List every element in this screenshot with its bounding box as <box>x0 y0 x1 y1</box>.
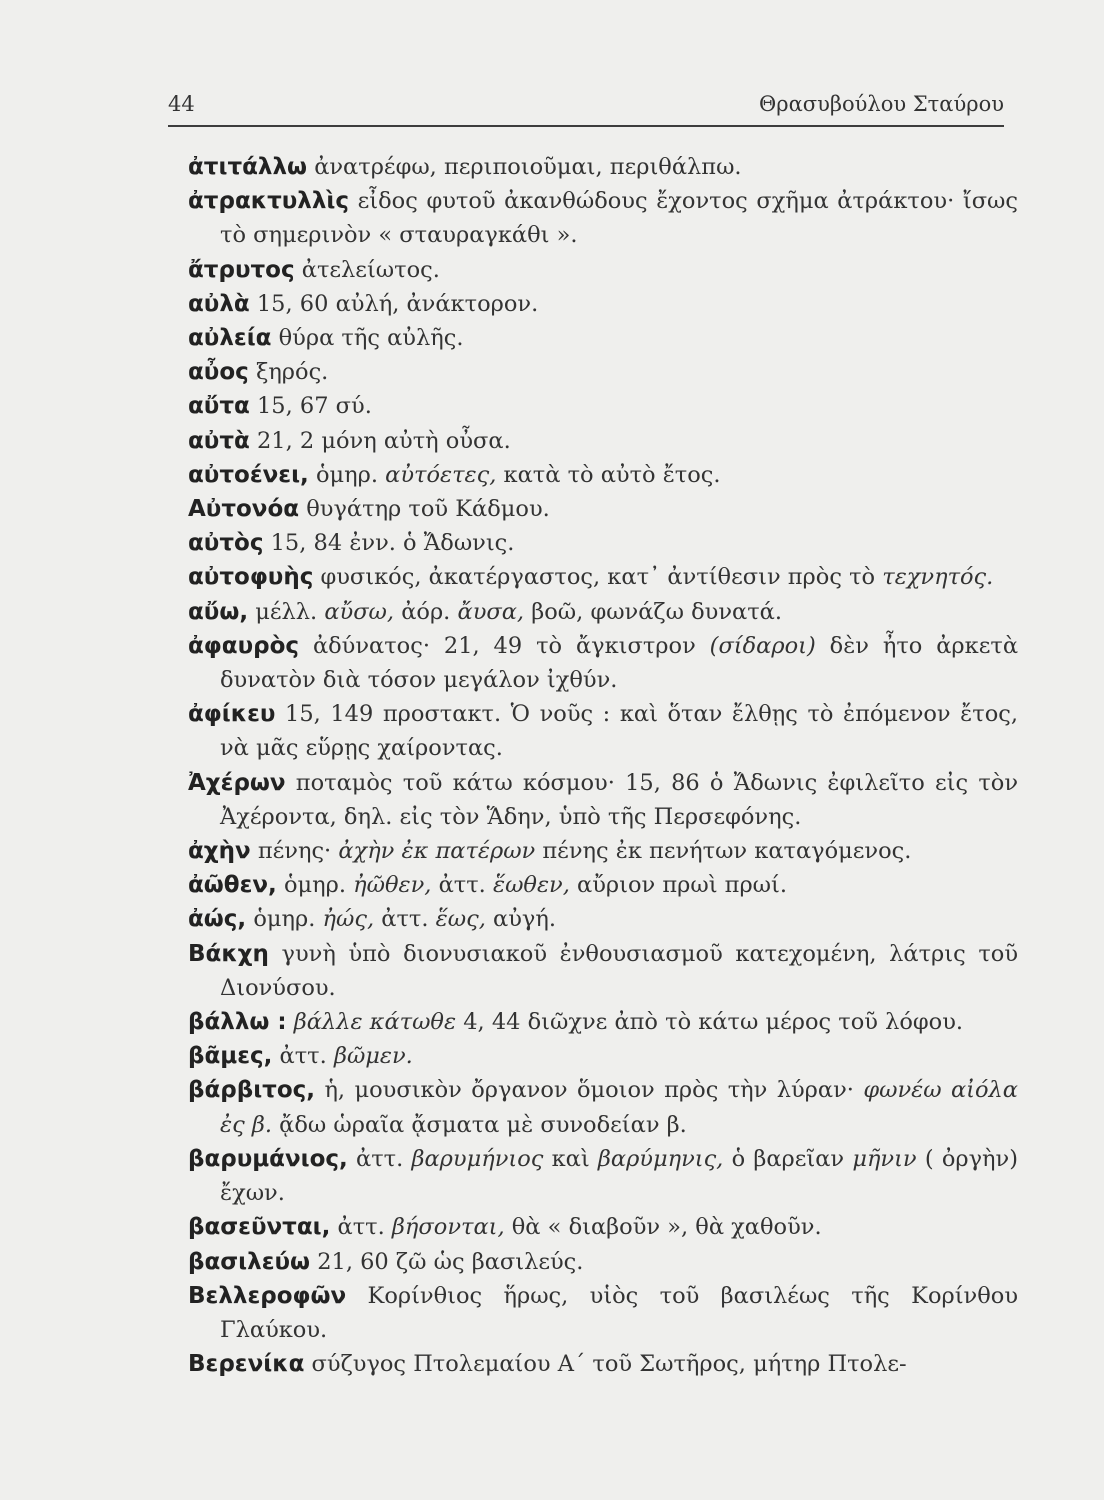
headword: βάλλω : <box>188 1009 287 1036</box>
glossary-entry: αὔτα 15, 67 σύ. <box>188 393 372 420</box>
glossary-entry: αὔω, μέλλ. αὔσω, ἀόρ. ἄυσα, βοῶ, φωνάζω δυνατά. <box>188 598 782 625</box>
headword: αὐτοφυὴς <box>188 564 314 591</box>
glossary-entry: ἀτρακτυλλὶς εἶδος φυτοῦ ἀκανθώδους ἔχοντος σχῆμα ἀτράκτου· ἴσως τὸ σημερινὸν « σταυραγκάθι ». <box>188 188 1018 249</box>
headword: αὔω, <box>188 598 249 625</box>
glossary-entry: Βελλεροφῶν Κορίνθιος ἥρως, υἱὸς τοῦ βασιλέως τῆς Κορίνθου Γλαύκου. <box>188 1282 1018 1343</box>
headword: αὐτὸς <box>188 530 264 557</box>
glossary-entry: αὐλεία θύρα τῆς αὐλῆς. <box>188 325 464 352</box>
glossary-entry: Βερενίκα σύζυγος Πτολεμαίου Α΄ τοῦ Σωτῆρος, μήτηρ Πτολε- <box>188 1351 907 1378</box>
headword: ἀτιτάλλω <box>188 154 308 180</box>
glossary-entry: αὖος ξηρός. <box>188 359 329 386</box>
headword: ἀτρακτυλλὶς <box>188 188 349 215</box>
headword: αὖος <box>188 359 249 386</box>
glossary-entry: ἀτιτάλλω ἀνατρέφω, περιποιοῦμαι, περιθάλπω. <box>188 154 742 180</box>
glossary-entry: βάλλω : βάλλε κάτωθε 4, 44 διῶχνε ἀπὸ τὸ κάτω μέρος τοῦ λόφου. <box>188 1009 964 1036</box>
headword: βαρυμάνιος, <box>188 1145 348 1172</box>
glossary-entry: αὐτὰ 21, 2 μόνη αὐτὴ οὖσα. <box>188 427 511 454</box>
headword: ἄτρυτος <box>188 256 295 283</box>
headword: Βάκχη <box>188 940 269 967</box>
glossary-entry: αὐτὸς 15, 84 ἐνν. ὁ Ἄδωνις. <box>188 530 515 557</box>
glossary-entry: ἀχὴν πένης· ἀχὴν ἐκ πατέρων πένης ἐκ πενήτων καταγόμενος. <box>188 838 912 865</box>
headword: Βερενίκα <box>188 1351 305 1378</box>
headword: αὐλὰ <box>188 290 250 317</box>
headword: ἀχὴν <box>188 838 251 865</box>
headword: Αὐτονόα <box>188 496 300 523</box>
glossary-entry: Βάκχη γυνὴ ὑπὸ διονυσιακοῦ ἐνθουσιασμοῦ κατεχομένη, λάτρις τοῦ Διονύσου. <box>188 940 1018 1001</box>
headword: ἀφαυρὸς <box>188 632 300 659</box>
headword: αὐτὰ <box>188 427 250 454</box>
headword: βασιλεύω <box>188 1248 311 1275</box>
glossary-entry: ἀῶθεν, ὁμηρ. ἠῶθεν, ἀττ. ἕωθεν, αὔριον πρωὶ πρωί. <box>188 872 788 899</box>
headword: Βελλεροφῶν <box>188 1282 347 1309</box>
glossary-entry: αὐτοένει, ὁμηρ. αὐτόετες, κατὰ τὸ αὐτὸ ἔτος. <box>188 461 721 488</box>
glossary-entry: βάρβιτος, ἡ, μουσικὸν ὄργανον ὅμοιον πρὸς τὴν λύραν· φωνέω αἰόλα ἐς β. ᾄδω ὡραῖα ᾄσματα μὲ συνοδείαν β. <box>188 1077 1018 1138</box>
headword: βασεῦνται, <box>188 1214 331 1241</box>
glossary-entry: ἀφαυρὸς ἀδύνατος· 21, 49 τὸ ἄγκιστρον (σίδαροι) δὲν ἦτο ἀρκετὰ δυνατὸν διὰ τόσον μεγάλον ἰχθύν. <box>188 632 1019 694</box>
page-header <box>168 86 1004 126</box>
headword: ἀφίκευ <box>188 701 276 728</box>
running-title: Θρασυβούλου Σταύρου <box>759 92 1004 116</box>
headword: βᾶμες, <box>188 1043 273 1070</box>
glossary-entry: βᾶμες, ἀττ. βῶμεν. <box>188 1043 413 1070</box>
headword: ἀῶθεν, <box>188 872 277 899</box>
header-rule <box>168 125 1004 127</box>
glossary-entry: βαρυμάνιος, ἀττ. βαρυμήνιος καὶ βαρύμηνις, ὁ βαρεῖαν μῆνιν ( ὀργὴν) ἔχων. <box>188 1145 1018 1207</box>
glossary-entry: Αὐτονόα θυγάτηρ τοῦ Κάδμου. <box>188 496 550 523</box>
glossary-entry: βασεῦνται, ἀττ. βήσονται, θὰ « διαβοῦν », θὰ χαθοῦν. <box>188 1214 822 1241</box>
headword: ἀώς, <box>188 906 247 933</box>
glossary-entry: ἄτρυτος ἀτελείωτος. <box>188 256 440 283</box>
glossary-entry: ἀφίκευ 15, 149 προστακτ. Ὁ νοῦς : καὶ ὅταν ἔλθῃς τὸ ἐπόμενον ἔτος, νὰ μᾶς εὕρῃς χαίροντας. <box>188 701 1018 762</box>
glossary-body <box>188 150 1018 1381</box>
glossary-entry: αὐλὰ 15, 60 αὐλή, ἀνάκτορον. <box>188 290 539 317</box>
headword: Ἀχέρων <box>188 769 286 796</box>
headword: αὔτα <box>188 393 250 420</box>
glossary-entry: αὐτοφυὴς φυσικός, ἀκατέργαστος, κατ᾽ ἀντίθεσιν πρὸς τὸ τεχνητός. <box>188 564 994 591</box>
glossary-entry: Ἀχέρων ποταμὸς τοῦ κάτω κόσμου· 15, 86 ὁ Ἄδωνις ἐφιλεῖτο εἰς τὸν Ἀχέροντα, δηλ. εἰς τὸν Ἅδην, ὑπὸ τῆς Περσεφόνης. <box>188 769 1018 830</box>
headword: αὐλεία <box>188 325 272 352</box>
glossary-entry: βασιλεύω 21, 60 ζῶ ὡς βασιλεύς. <box>188 1248 584 1275</box>
headword: αὐτοένει, <box>188 461 309 488</box>
glossary-entry: ἀώς, ὁμηρ. ἠώς, ἀττ. ἕως, αὐγή. <box>188 906 556 933</box>
page-number: 44 <box>168 92 195 116</box>
headword: βάρβιτος, <box>188 1077 316 1104</box>
